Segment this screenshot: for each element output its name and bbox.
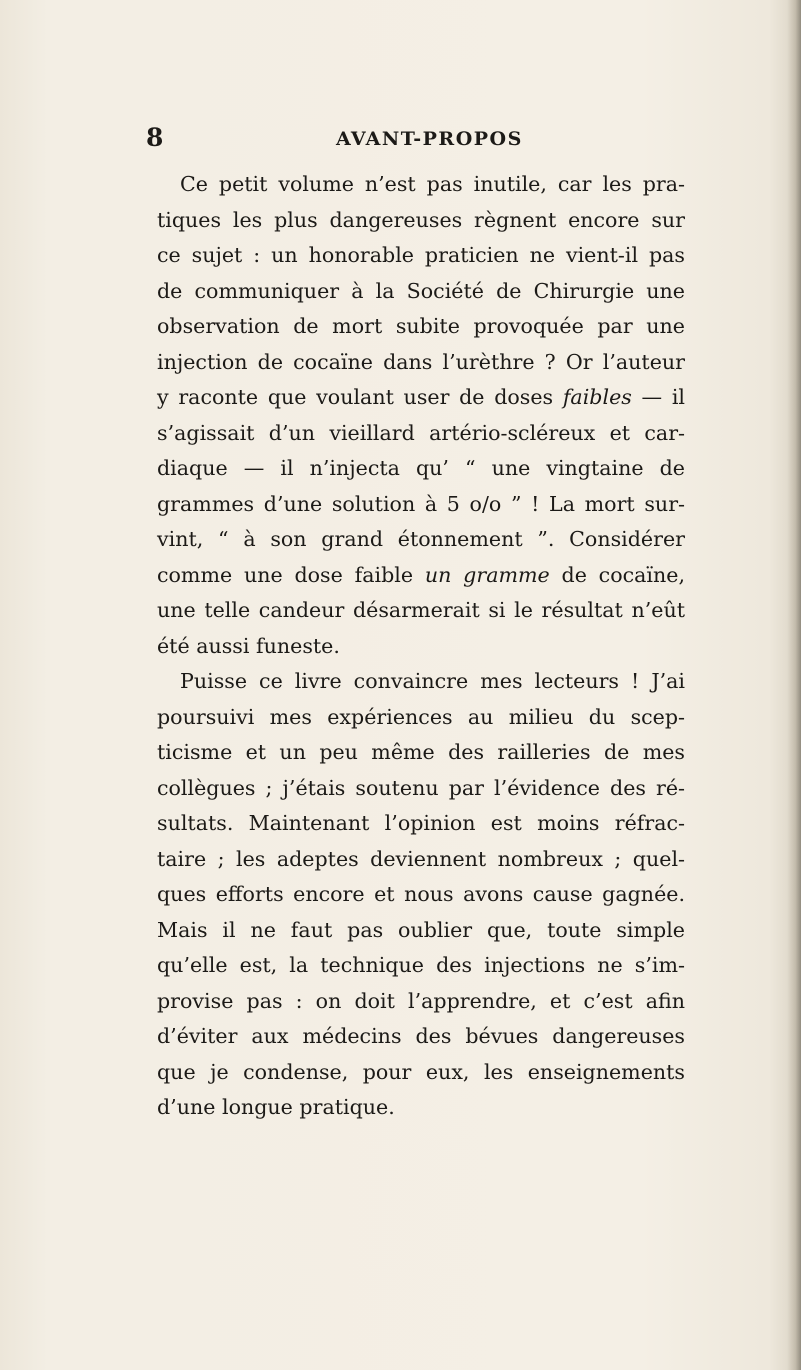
text-line: taire ; les adeptes deviennent nombreux ; quel- <box>157 846 685 871</box>
text-line: Ce petit volume n’est pas inutile, car les pra- <box>180 172 685 196</box>
text-line: ques efforts encore et nous avons cause gagnée. <box>157 882 685 906</box>
text-line: y raconte que voulant user de doses faibles — il <box>157 385 685 409</box>
text-line: de communiquer à la Société de Chirurgie une <box>157 278 685 303</box>
text-line: s’agissait d’un vieillard artério-scléreux et car- <box>157 420 685 445</box>
text-line: ticisme et un peu même des railleries de mes <box>157 740 685 764</box>
text-line: poursuivi mes expériences au milieu du scep- <box>157 704 685 729</box>
text-line: Puisse ce livre convaincre mes lecteurs ! J’ai <box>180 669 685 693</box>
page-header <box>146 123 686 153</box>
text-line: collègues ; j’étais soutenu par l’évidence des ré- <box>157 775 685 800</box>
text-line: grammes d’une solution à 5 o/o ” ! La mort sur- <box>157 491 685 516</box>
text-line: injection de cocaïne dans l’urèthre ? Or l’auteur <box>157 349 685 374</box>
text-line: provise pas : on doit l’apprendre, et c’est afin <box>157 988 685 1013</box>
text-line: observation de mort subite provoquée par une <box>157 314 685 338</box>
text-line: tiques les plus dangereuses règnent encore sur <box>157 207 685 232</box>
text-line: ce sujet : un honorable praticien ne vient-il pas <box>157 243 685 267</box>
text-line: été aussi funeste. <box>157 633 340 658</box>
text-line: sultats. Maintenant l’opinion est moins réfrac- <box>157 811 685 835</box>
text-line: une telle candeur désarmerait si le résultat n’eût <box>157 598 685 622</box>
body-text <box>157 167 685 1126</box>
text-line: que je condense, pour eux, les enseignements <box>157 1059 685 1084</box>
emphasis-text: faibles <box>562 385 632 409</box>
text-line: comme une dose faible un gramme de cocaïne, <box>157 562 685 587</box>
page-edge-shadow <box>787 0 801 1370</box>
text-line: diaque — il n’injecta qu’ “ une vingtaine de <box>157 456 685 480</box>
text-line: d’une longue pratique. <box>157 1095 395 1119</box>
page-number: 8 <box>146 123 164 152</box>
text-line: Mais il ne faut pas oublier que, toute simple <box>157 917 685 942</box>
emphasis-text: un gramme <box>424 562 550 587</box>
text-line: vint, “ à son grand étonnement ”. Considérer <box>157 527 685 551</box>
text-line: qu’elle est, la technique des injections ne s’im- <box>157 953 685 977</box>
text-line: d’éviter aux médecins des bévues dangereuses <box>157 1024 685 1048</box>
running-title: AVANT-PROPOS <box>336 128 523 150</box>
